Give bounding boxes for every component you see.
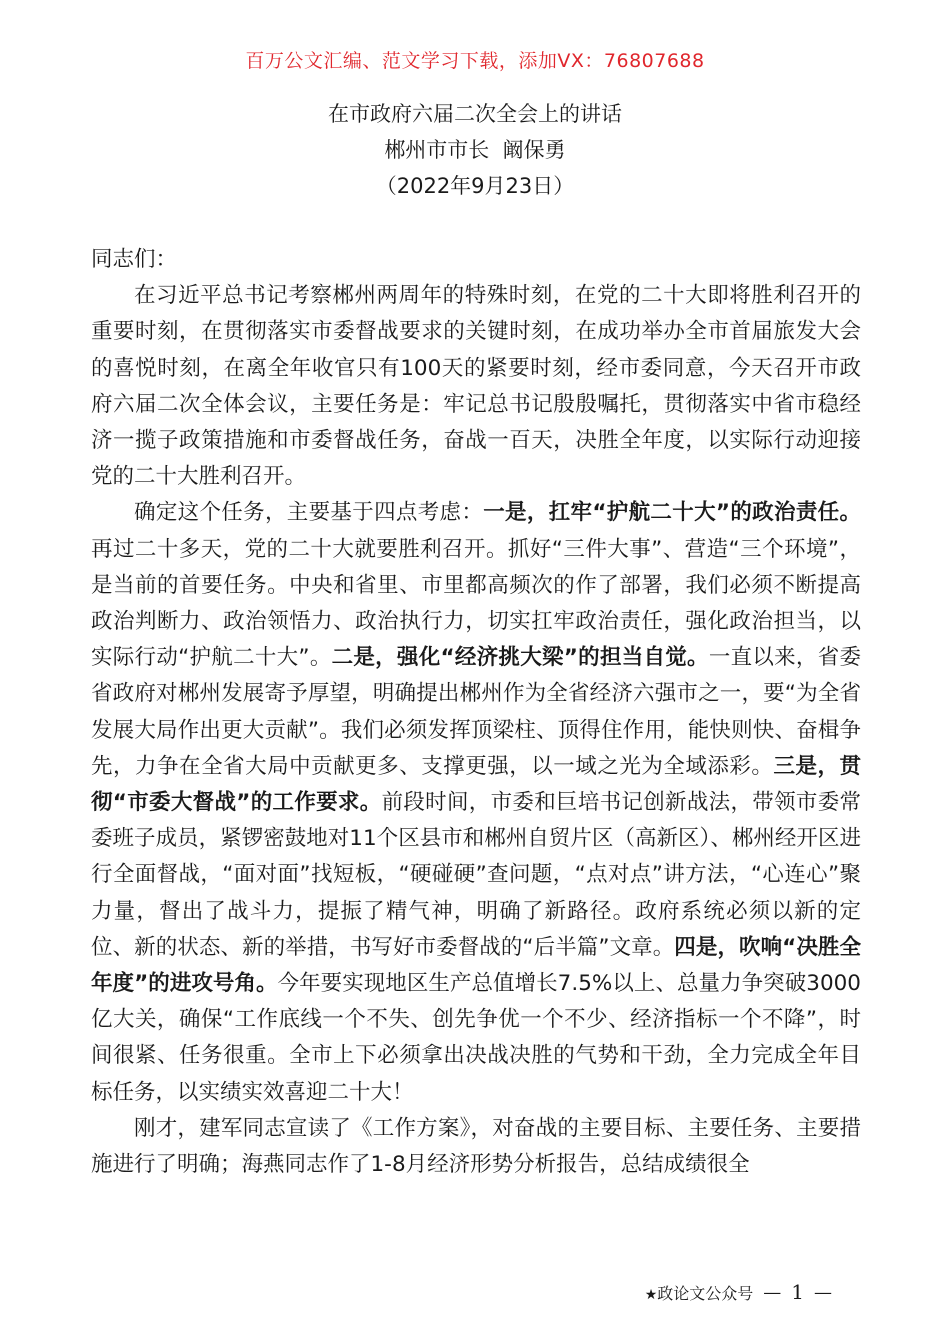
point-4-heading: 四是，吹响“决胜全年度”的进攻号角。	[91, 934, 862, 997]
footer-source	[645, 1281, 754, 1304]
speaker-line: 郴州市市长 阚保勇	[384, 138, 566, 162]
point-2-text: 一直以来，省委省政府对郴州发展寄予厚望，明确提出郴州作为全省经济六强市之一，要“为全省发展大局作出更大贡献”。我们必须发挥顶梁柱、顶得住作用，能快则快、奋楫争先，力争在全省大局中贡献更多、支撑更强，以一域之光为全域添彩。	[91, 645, 861, 779]
point-1-heading: 一是，扛牢“护航二十大”的政治责任。	[483, 500, 861, 526]
speech-body	[91, 242, 861, 1183]
point-4-text: 今年要实现地区生产总值增长7.5%以上、总量力争突破3000亿大关，确保“工作底线一个不失、创先争优一个不少、经济指标一个不降”，时间很紧、任务很重。全市上下必须拿出决战决胜的气势和干劲，全力完成全年目标任务，以实绩实效喜迎二十大！	[91, 971, 861, 1105]
paragraph-1: 在习近平总书记考察郴州两周年的特殊时刻，在党的二十大即将胜利召开的重要时刻，在贯彻落实市委督战要求的关键时刻，在成功举办全市首届旅发大会的喜悦时刻，在离全年收官只有100天的紧要时刻，经市委同意，今天召开市政府六届二次全体会议，主要任务是：牢记总书记殷殷嘱托，贯彻落实中省市稳经济一揽子政策措施和市委督战任务，奋战一百天，决胜全年度，以实际行动迎接党的二十大胜利召开。	[91, 283, 861, 490]
title-block	[0, 96, 950, 204]
paragraph-2	[91, 495, 861, 1110]
page-footer	[645, 1280, 832, 1304]
point-3-heading: 三是，贯彻“市委大督战”的工作要求。	[91, 753, 861, 816]
footer-dash-right: —	[814, 1281, 832, 1303]
paragraph-3: 刚才，建军同志宣读了《工作方案》，对奋战的主要目标、主要任务、主要措施进行了明确；海燕同志作了1-8月经济形势分析报告，总结成绩很全	[91, 1115, 861, 1178]
footer-source-label: 政论文公众号	[657, 1283, 754, 1303]
paragraph-2-intro: 确定这个任务，主要基于四点考虑：	[134, 500, 484, 526]
speech-title: 在市政府六届二次全会上的讲话	[328, 102, 622, 126]
salutation: 同志们：	[91, 247, 178, 272]
point-3-text: 前段时间，市委和巨培书记创新战法，带领市委常委班子成员，紧锣密鼓地对11个区县市和郴州自贸片区（高新区）、郴州经开区进行全面督战，“面对面”找短板，“硬碰硬”查问题，“点对点”讲方法，“心连心”聚力量，督出了战斗力，提振了精气神，明确了新路径。政府系统必须以新的定位、新的状态、新的举措，书写好市委督战的“后半篇”文章。	[91, 790, 861, 960]
point-1-text: 再过二十多天，党的二十大就要胜利召开。抓好“三件大事”、营造“三个环境”，是当前的首要任务。中央和省里、市里都高频次的作了部署，我们必须不断提高政治判断力、政治领悟力、政治执行力，切实扛牢政治责任，强化政治担当，以实际行动“护航二十大”。	[91, 536, 861, 671]
footer-dash-left: —	[763, 1281, 782, 1303]
page-number: 1	[791, 1280, 804, 1304]
star-icon: ★	[644, 1286, 658, 1303]
point-2-heading: 二是，强化“经济挑大梁”的担当自觉。	[331, 645, 709, 671]
speech-date: （2022年9月23日）	[375, 174, 575, 198]
header-banner: 百万公文汇编、范文学习下载，添加VX：76807688	[245, 50, 705, 72]
